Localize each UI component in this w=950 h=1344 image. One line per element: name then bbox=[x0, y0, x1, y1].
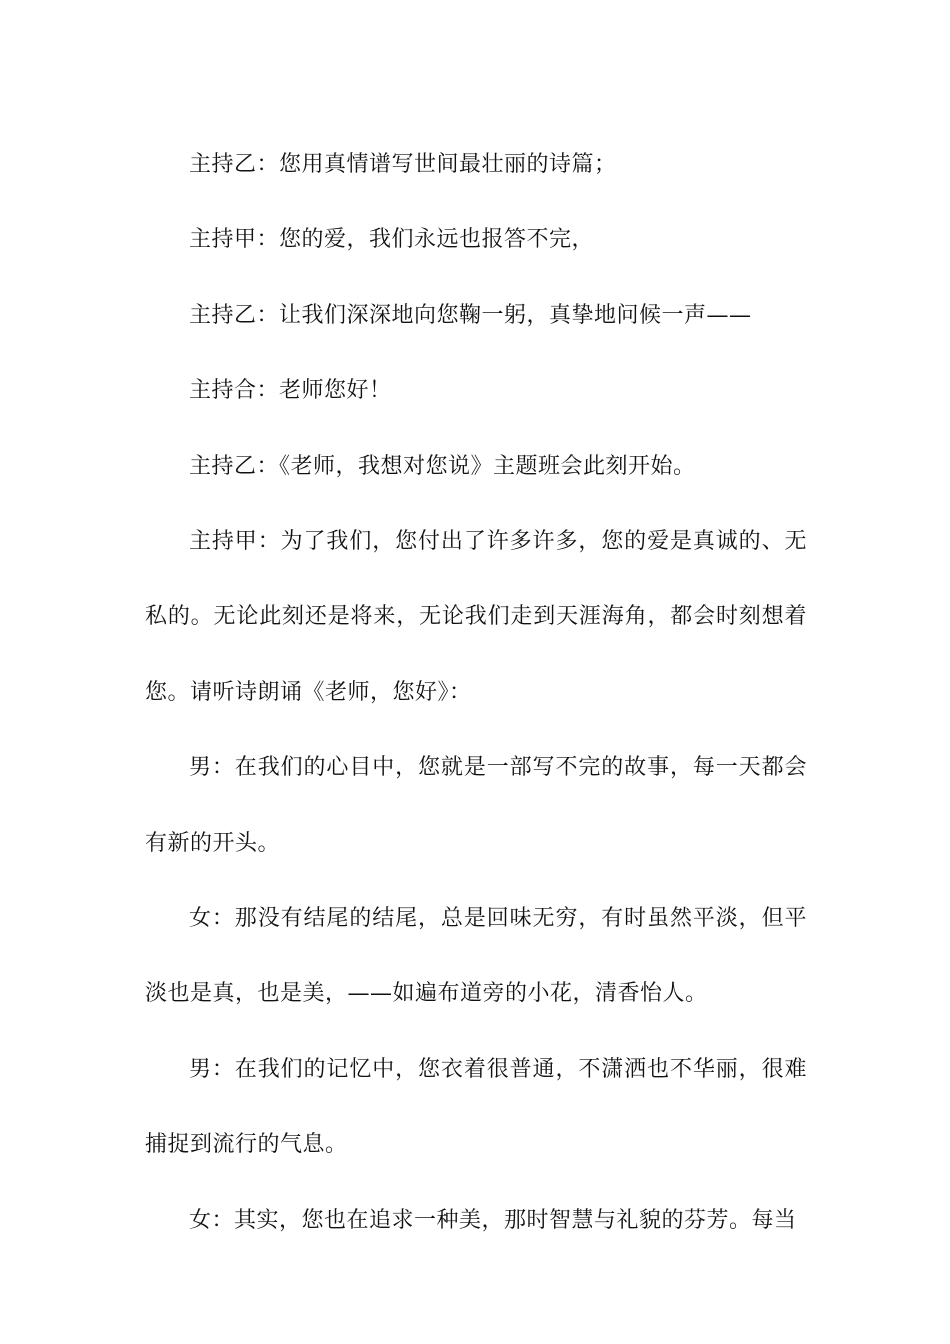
paragraph-host-b-opening: 主持乙：《老师，我想对您说》主题班会此刻开始。 bbox=[189, 453, 696, 479]
paragraph-host-a-recitation: 主持甲：为了我们，您付出了许多许多，您的爱是真诚的、无私的。无论此刻还是将来，无论我们走到天涯海角，都会时刻想着您。请听诗朗诵《老师，您好》： bbox=[145, 529, 807, 705]
paragraph-female-flowers: 女：那没有结尾的结尾，总是回味无穷，有时虽然平淡，但平淡也是真，也是美，——如遍布道旁的小花，清香怡人。 bbox=[145, 906, 807, 1007]
paragraph-host-b-poem: 主持乙：您用真情谱写世间最壮丽的诗篇； bbox=[189, 152, 617, 177]
paragraph-hosts-together: 主持合：老师您好！ bbox=[189, 378, 392, 404]
paragraph-male-story: 男：在我们的心目中，您就是一部写不完的故事，每一天都会有新的开头。 bbox=[145, 755, 807, 856]
paragraph-female-beauty: 女：其实，您也在追求一种美，那时智慧与礼貌的芬芳。每当 bbox=[189, 1207, 797, 1233]
paragraph-male-memory: 男：在我们的记忆中，您衣着很普通，不潇洒也不华丽，很难捕捉到流行的气息。 bbox=[145, 1056, 807, 1158]
document-body bbox=[145, 127, 807, 1258]
paragraph-host-a-love: 主持甲：您的爱，我们永远也报答不完， bbox=[189, 227, 595, 253]
paragraph-host-b-bow: 主持乙：让我们深深地向您鞠一躬，真挚地问候一声—— bbox=[189, 302, 752, 328]
